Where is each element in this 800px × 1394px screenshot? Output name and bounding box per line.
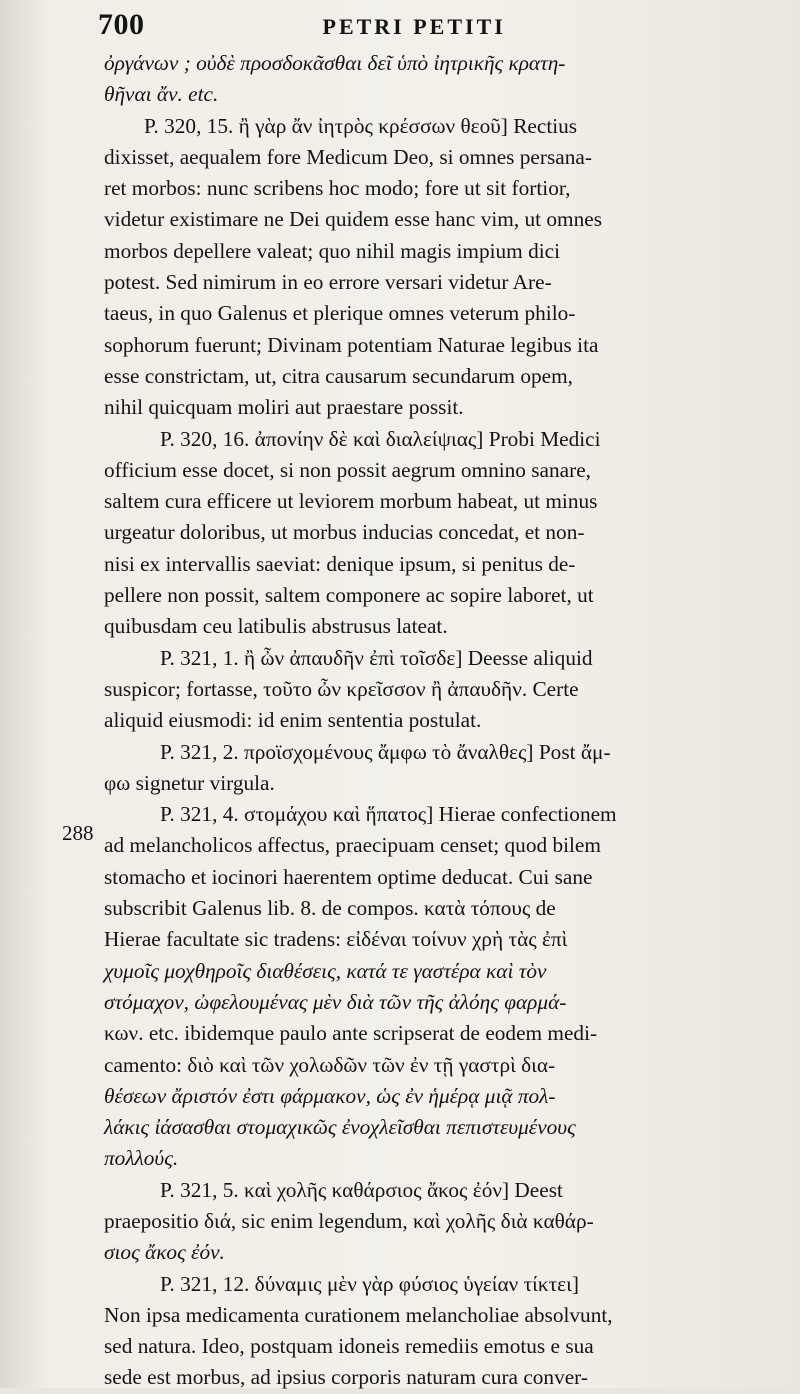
- text-line: P. 321, 12. δύναμις μὲν γὰρ φύσιος ὑγείαν τίκτει]: [160, 1271, 579, 1296]
- page-header: [98, 8, 766, 48]
- text-line: camento: διὸ καὶ τῶν χολωδῶν τῶν ἐν τῇ γαστρὶ δια-: [104, 1052, 556, 1077]
- text-line: sede est morbus, ad ipsius corporis naturam cura conver-: [104, 1365, 588, 1390]
- text-line: Hierae facultate sic tradens: εἰδέναι τοίνυν χρὴ τὰς ἐπὶ: [104, 927, 568, 952]
- text-line: ad melancholicos affectus, praecipuam censet; quod bilem: [104, 833, 601, 858]
- running-head: PETRI PETITI: [322, 14, 506, 39]
- paragraph-note-321-5: [104, 1175, 766, 1269]
- page-number: 700: [98, 8, 145, 41]
- paragraph-note-320-15: [104, 111, 766, 424]
- paragraph-note-321-12: [104, 1269, 766, 1394]
- text-line: P. 320, 15. ἢ γὰρ ἄν ἰητρὸς κρέσσων θεοῦ] Rectius: [144, 113, 578, 138]
- paragraph-note-320-16: [104, 424, 766, 643]
- text-line: P. 320, 16. ἀπονίην δὲ καὶ διαλείψιας] Probi Medici: [160, 426, 601, 451]
- text-line: pellere non possit, saltem componere ac sopire laboret, ut: [104, 583, 594, 608]
- text-line: dixisset, aequalem fore Medicum Deo, si omnes persana-: [104, 144, 592, 169]
- text-line: P. 321, 4. στομάχου καὶ ἥπατος] Hierae confectionem: [160, 802, 617, 827]
- text-line: esse constrictam, ut, citra causarum secundarum opem,: [104, 363, 573, 388]
- paragraph-continuation: [104, 48, 766, 111]
- text-line: quibusdam ceu latibulis abstrusus lateat.: [104, 614, 448, 639]
- paragraph-note-321-4: [104, 799, 766, 1175]
- text-body: [104, 48, 766, 1394]
- text-line: ret morbos: nunc scribens hoc modo; fore ut sit fortior,: [104, 176, 571, 201]
- text-line: P. 321, 5. καὶ χολῆς καθάρσιος ἄκος ἐόν] Deest: [160, 1177, 563, 1202]
- text-line: λάκις ἰάσασθαι στομαχικῶς ἐνοχλεῖσθαι πεπιστευμένους: [104, 1115, 576, 1140]
- text-line: urgeatur doloribus, ut morbus inducias concedat, et non-: [104, 520, 585, 545]
- text-line: saltem cura efficere ut leviorem morbum habeat, ut minus: [104, 489, 598, 514]
- text-line: πολλούς.: [104, 1146, 179, 1171]
- text-line: nihil quicquam moliri aut praestare possit.: [104, 395, 464, 420]
- text-line: sophorum fuerunt; Divinam potentiam Naturae legibus ita: [104, 332, 599, 357]
- text-line: praepositio διά, sic enim legendum, καὶ χολῆς διὰ καθάρ-: [104, 1208, 594, 1233]
- text-line: σιος ἄκος ἐόν.: [104, 1240, 225, 1265]
- text-line: videtur existimare ne Dei quidem esse hanc vim, ut omnes: [104, 207, 602, 232]
- text-line: φω signetur virgula.: [104, 770, 275, 795]
- text-line: P. 321, 2. προϊσχομένους ἄμφω τὸ ἄναλθες] Post ἄμ-: [160, 739, 611, 764]
- text-line: θέσεων ἄριστόν ἐστι φάρμακον, ὡς ἐν ἡμέρᾳ μιᾷ πολ-: [104, 1083, 556, 1108]
- text-line: κων. etc. ibidemque paulo ante scripserat de eodem medi-: [104, 1021, 598, 1046]
- text-line: suspicor; fortasse, τοῦτο ὦν κρεῖσσον ἢ ἀπαυδῆν. Certe: [104, 676, 579, 701]
- text-line: subscribit Galenus lib. 8. de compos. κατὰ τόπους de: [104, 896, 556, 921]
- text-line: morbos depellere valeat; quo nihil magis impium dici: [104, 238, 561, 263]
- text-line: Non ipsa medicamenta curationem melancholiae absolvunt,: [104, 1302, 613, 1327]
- margin-number: 288: [62, 821, 94, 845]
- text-line: stomacho et iocinori haerentem optime deducat. Cui sane: [104, 864, 593, 889]
- text-line: ὀργάνων ; οὐδὲ προσδοκᾶσθαι δεῖ ὑπὸ ἰητρικῆς κρατη-: [104, 51, 566, 75]
- paragraph-note-321-1: [104, 643, 766, 737]
- text-line: θῆναι ἄν. etc.: [104, 82, 219, 107]
- text-line: στόμαχον, ὠφελουμένας μὲν διὰ τῶν τῆς ἀλόης φαρμά-: [104, 989, 567, 1014]
- text-line: P. 321, 1. ἢ ὦν ἀπαυδῆν ἐπὶ τοῖσδε] Deesse aliquid: [160, 645, 593, 670]
- paragraph-note-321-2: [104, 737, 766, 800]
- text-line: sed natura. Ideo, postquam idoneis remediis emotus e sua: [104, 1334, 594, 1359]
- text-line: χυμοῖς μοχθηροῖς διαθέσεις, κατά τε γαστέρα καὶ τὸν: [104, 958, 547, 983]
- text-line: potest. Sed nimirum in eo errore versari videtur Are-: [104, 270, 552, 295]
- text-line: aliquid eiusmodi: id enim sententia postulat.: [104, 708, 482, 733]
- text-line: taeus, in quo Galenus et plerique omnes veterum philo-: [104, 301, 576, 326]
- text-line: nisi ex intervallis saeviat: denique ipsum, si penitus de-: [104, 551, 576, 576]
- text-line: officium esse docet, si non possit aegrum omnino sanare,: [104, 457, 591, 482]
